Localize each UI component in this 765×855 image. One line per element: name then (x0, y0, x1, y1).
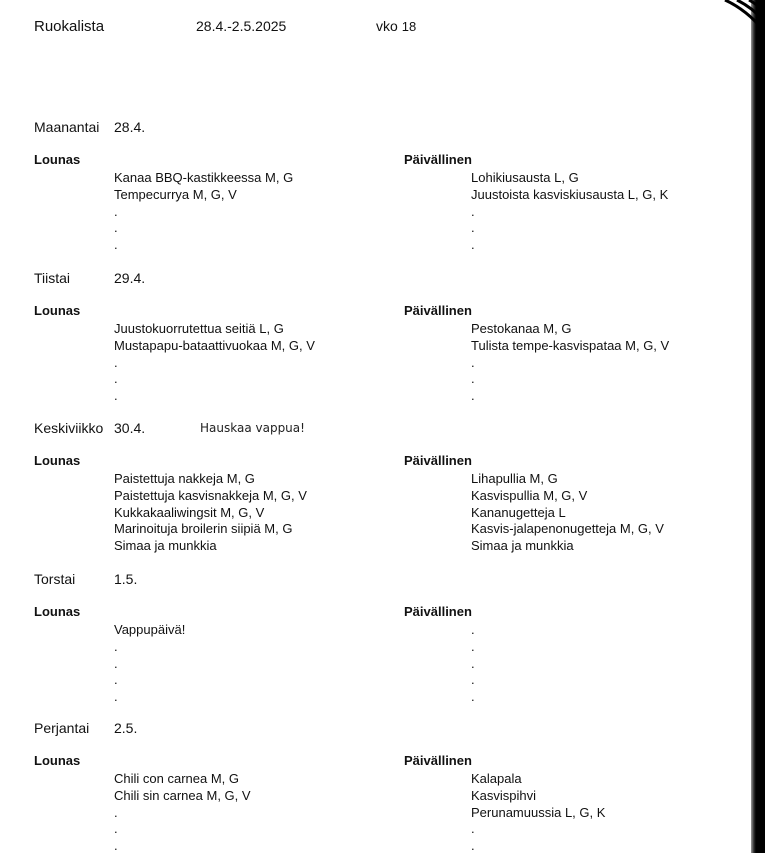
lunch-list (114, 170, 293, 254)
lunch-heading: Lounas (34, 303, 81, 318)
menu-item: Kalapala (471, 771, 522, 786)
menu-item: Kasvis-jalapenonugetteja M, G, V (471, 521, 664, 537)
day-date: 28.4. (114, 119, 146, 135)
day-note: Hauskaa vappua! (200, 421, 305, 435)
menu-item: Lihapullia M, G (471, 471, 558, 486)
menu-item: . (471, 689, 475, 705)
menu-item: Simaa ja munkkia (471, 538, 574, 554)
menu-item: . (471, 371, 475, 387)
dinner-list (471, 622, 475, 706)
lunch-list (114, 622, 185, 706)
menu-item: . (114, 838, 118, 854)
day-name: Maanantai (34, 119, 100, 135)
lunch-list (114, 471, 307, 555)
menu-item: Kasvispullia M, G, V (471, 487, 588, 503)
day-date: 29.4. (114, 270, 146, 286)
week-indicator (376, 18, 416, 34)
dinner-heading: Päivällinen (404, 604, 472, 619)
menu-item: . (471, 622, 475, 637)
menu-item: . (471, 354, 475, 370)
day-date: 2.5. (114, 720, 138, 736)
menu-item: . (114, 371, 118, 387)
menu-item: Lohikiusausta L, G (471, 170, 579, 185)
menu-item: Kanaa BBQ-kastikkeessa M, G (114, 170, 294, 185)
menu-item: Mustapapu-bataattivuokaa M, G, V (114, 337, 315, 353)
lunch-heading: Lounas (34, 604, 81, 619)
menu-item: . (114, 354, 118, 370)
lunch-list (114, 771, 251, 855)
lunch-heading: Lounas (34, 453, 81, 468)
lunch-heading: Lounas (34, 152, 81, 167)
dinner-list (471, 471, 664, 555)
menu-item: Tulista tempe-kasvispataa M, G, V (471, 337, 670, 353)
menu-item: . (471, 672, 475, 688)
menu-item: . (471, 821, 475, 837)
menu-item: . (471, 638, 475, 654)
day-name: Torstai (34, 571, 76, 587)
menu-item: . (114, 804, 118, 820)
menu-item: Chili con carnea M, G (114, 771, 239, 786)
menu-item: Chili sin carnea M, G, V (114, 787, 251, 803)
menu-item: . (114, 220, 118, 236)
menu-item: . (114, 655, 118, 671)
menu-item: Kukkakaaliwingsit M, G, V (114, 504, 265, 520)
dinner-heading: Päivällinen (404, 152, 472, 167)
page-corner-curl-icon (695, 0, 765, 46)
dinner-list (471, 170, 668, 254)
menu-item: . (114, 388, 118, 404)
menu-item: . (471, 203, 475, 219)
dinner-heading: Päivällinen (404, 303, 472, 318)
day-date: 1.5. (114, 571, 138, 587)
lunch-heading: Lounas (34, 753, 81, 768)
menu-item: Kasvispihvi (471, 787, 537, 803)
menu-item: Juustokuorrutettua seitiä L, G (114, 321, 284, 336)
menu-item: Perunamuussia L, G, K (471, 804, 606, 820)
dinner-heading: Päivällinen (404, 753, 472, 768)
week-label: vko (376, 18, 398, 34)
menu-item: Tempecurrya M, G, V (114, 186, 237, 202)
day-name: Keskiviikko (34, 420, 104, 436)
menu-item: . (114, 821, 118, 837)
lunch-list (114, 321, 315, 405)
day-date: 30.4. (114, 420, 146, 436)
menu-item: Kananugetteja L (471, 504, 566, 520)
week-number: 18 (401, 19, 417, 34)
menu-item: Marinoituja broilerin siipiä M, G (114, 521, 293, 537)
page-title: Ruokalista (34, 18, 105, 35)
day-name: Tiistai (34, 270, 71, 286)
date-range: 28.4.-2.5.2025 (196, 18, 287, 34)
menu-item: Paistettuja kasvisnakkeja M, G, V (114, 487, 307, 503)
menu-item: . (471, 388, 475, 404)
menu-item: . (471, 838, 475, 854)
menu-item: Vappupäivä! (114, 622, 186, 637)
dinner-list (471, 321, 669, 405)
menu-item: . (471, 655, 475, 671)
menu-item: Pestokanaa M, G (471, 321, 572, 336)
day-name: Perjantai (34, 720, 90, 736)
dinner-list (471, 771, 605, 855)
menu-item: Simaa ja munkkia (114, 538, 217, 554)
menu-item: Juustoista kasviskiusausta L, G, K (471, 186, 669, 202)
menu-item: . (471, 220, 475, 236)
menu-item: . (114, 672, 118, 688)
menu-item: . (114, 638, 118, 654)
menu-item: . (114, 237, 118, 253)
menu-item: . (471, 237, 475, 253)
dinner-heading: Päivällinen (404, 453, 472, 468)
menu-item: Paistettuja nakkeja M, G (114, 471, 255, 486)
menu-item: . (114, 203, 118, 219)
page-edge (751, 0, 765, 853)
menu-item: . (114, 689, 118, 705)
